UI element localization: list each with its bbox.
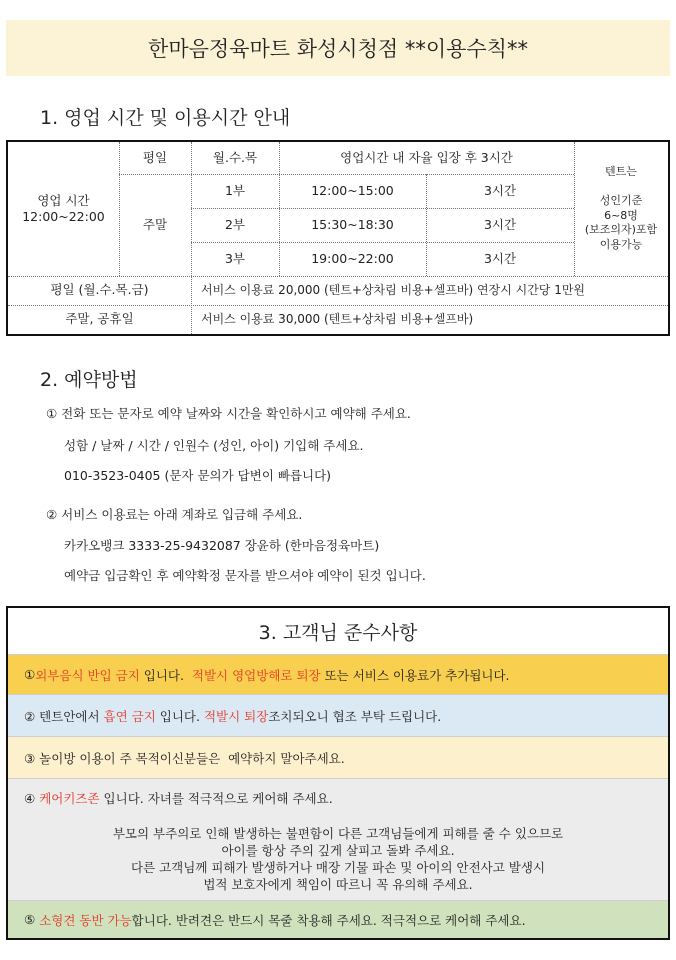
tent-note-line: (보조의자)포함 (584, 223, 658, 237)
rule-care-kids-zone: ④ 케어키즈존 입니다. 자녀를 적극적으로 케어해 주세요. 부모의 부주의로 인해 발생하는 불편함이 다른 고객님들에게 피해를 줄 수 있으므로 아이를 항상 주의 깊게 살피고 돌봐 주세요. 다른 고객님께 피해가 발생하거나 매장 기물 파손 및 아이의 안전사고 발생시 법적 보호자에게 책임이 따르니 꼭 유의해 주세요. (8, 778, 668, 900)
section2-heading: 2. 예약방법 (40, 369, 138, 391)
tent-note-line: 성인기준 (599, 193, 643, 207)
reservation-line: ② 서비스 이용료는 아래 계좌로 입금해 주세요. (46, 507, 303, 522)
reservation-line: 성함 / 날짜 / 시간 / 인원수 (성인, 아이) 기입해 주세요. (64, 438, 364, 453)
business-hours-cell (8, 142, 119, 276)
care-kids-details: 부모의 부주의로 인해 발생하는 불편함이 다른 고객님들에게 피해를 줄 수 있으므로 아이를 항상 주의 깊게 살피고 돌봐 주세요. 다른 고객님께 피해가 발생하거나 매장 기물 파손 및 아이의 안전사고 발생시 법적 보호자에게 책임이 따르니 꼭 유의해 주세요. (112, 826, 564, 892)
customer-rules-box (6, 606, 670, 940)
section3-heading: 3. 고객님 준수사항 (258, 621, 418, 644)
rule-playroom: ③ 놀이방 이용이 주 목적이신분들은 예약하지 말아주세요. (8, 736, 668, 778)
tent-note (574, 142, 668, 276)
rule-no-smoking: ② 텐트안에서 흡연 금지 입니다. 적발시 퇴장 조치되오니 협조 부탁 드립니다. (8, 694, 668, 736)
reservation-line: 카카오뱅크 3333-25-9432087 장윤하 (한마음정육마트) (64, 538, 380, 553)
weekday-desc: 영업시간 내 자율 입장 후 3시간 (340, 149, 513, 165)
tent-note-line: 6~8명 (604, 208, 638, 222)
weekday-label: 평일 (142, 149, 168, 165)
session-duration: 3시간 (483, 182, 517, 198)
reservation-line: 예약금 입금확인 후 예약확정 문자를 받으셔야 예약이 된것 입니다. (64, 568, 426, 583)
business-hours-label: 영업 시간 (37, 192, 90, 208)
session-part: 2부 (224, 216, 246, 232)
rule-outside-food: ① 외부음식 반입 금지 입니다. 적발시 영업방해로 퇴장 또는 서비스 이용료가 추가됩니다. (8, 654, 668, 694)
warning-text: 외부음식 반입 금지 (35, 667, 140, 683)
warning-text: 흡연 금지 (103, 708, 156, 724)
warning-text: 소형견 동반 가능 (39, 912, 132, 928)
warning-text: 적발시 퇴장 (203, 708, 269, 724)
fee-label: 주말, 공휴일 (65, 311, 134, 327)
session-time: 12:00~15:00 (311, 182, 394, 198)
warning-text: 케어키즈존 (39, 791, 100, 806)
session-duration: 3시간 (483, 250, 517, 266)
session-part: 3부 (224, 250, 246, 266)
fee-label: 평일 (월.수.목.금) (50, 282, 149, 298)
section1-heading: 1. 영업 시간 및 이용시간 안내 (40, 107, 291, 129)
session-time: 15:30~18:30 (311, 216, 394, 232)
tent-note-line: 텐트는 (605, 164, 637, 178)
business-hours-table (6, 140, 670, 336)
warning-text: 적발시 영업방해로 퇴장 (191, 667, 321, 683)
session-part: 1부 (224, 182, 246, 198)
tent-note-line: 이용가능 (599, 238, 643, 252)
weekday-days: 월.수.목 (212, 149, 258, 165)
weekend-label: 주말 (142, 216, 168, 232)
business-hours-value: 12:00~22:00 (22, 209, 105, 224)
rule-small-dogs: ⑤ 소형견 동반 가능 합니다. 반려견은 반드시 목줄 착용해 주세요. 적극적으로 케어해 주세요. (8, 900, 668, 938)
fee-value: 서비스 이용료 30,000 (텐트+상차림 비용+셀프바) (201, 311, 474, 326)
fee-value: 서비스 이용료 20,000 (텐트+상차림 비용+셀프바) 연장시 시간당 1만원 (201, 282, 586, 297)
reservation-line: 010-3523-0405 (문자 문의가 답변이 빠릅니다) (64, 468, 332, 483)
session-time: 19:00~22:00 (311, 250, 394, 266)
page-title: 한마음정육마트 화성시청점 **이용수칙** (6, 20, 670, 76)
reservation-line: ① 전화 또는 문자로 예약 날짜와 시간을 확인하시고 예약해 주세요. (46, 406, 411, 421)
session-duration: 3시간 (483, 216, 517, 232)
